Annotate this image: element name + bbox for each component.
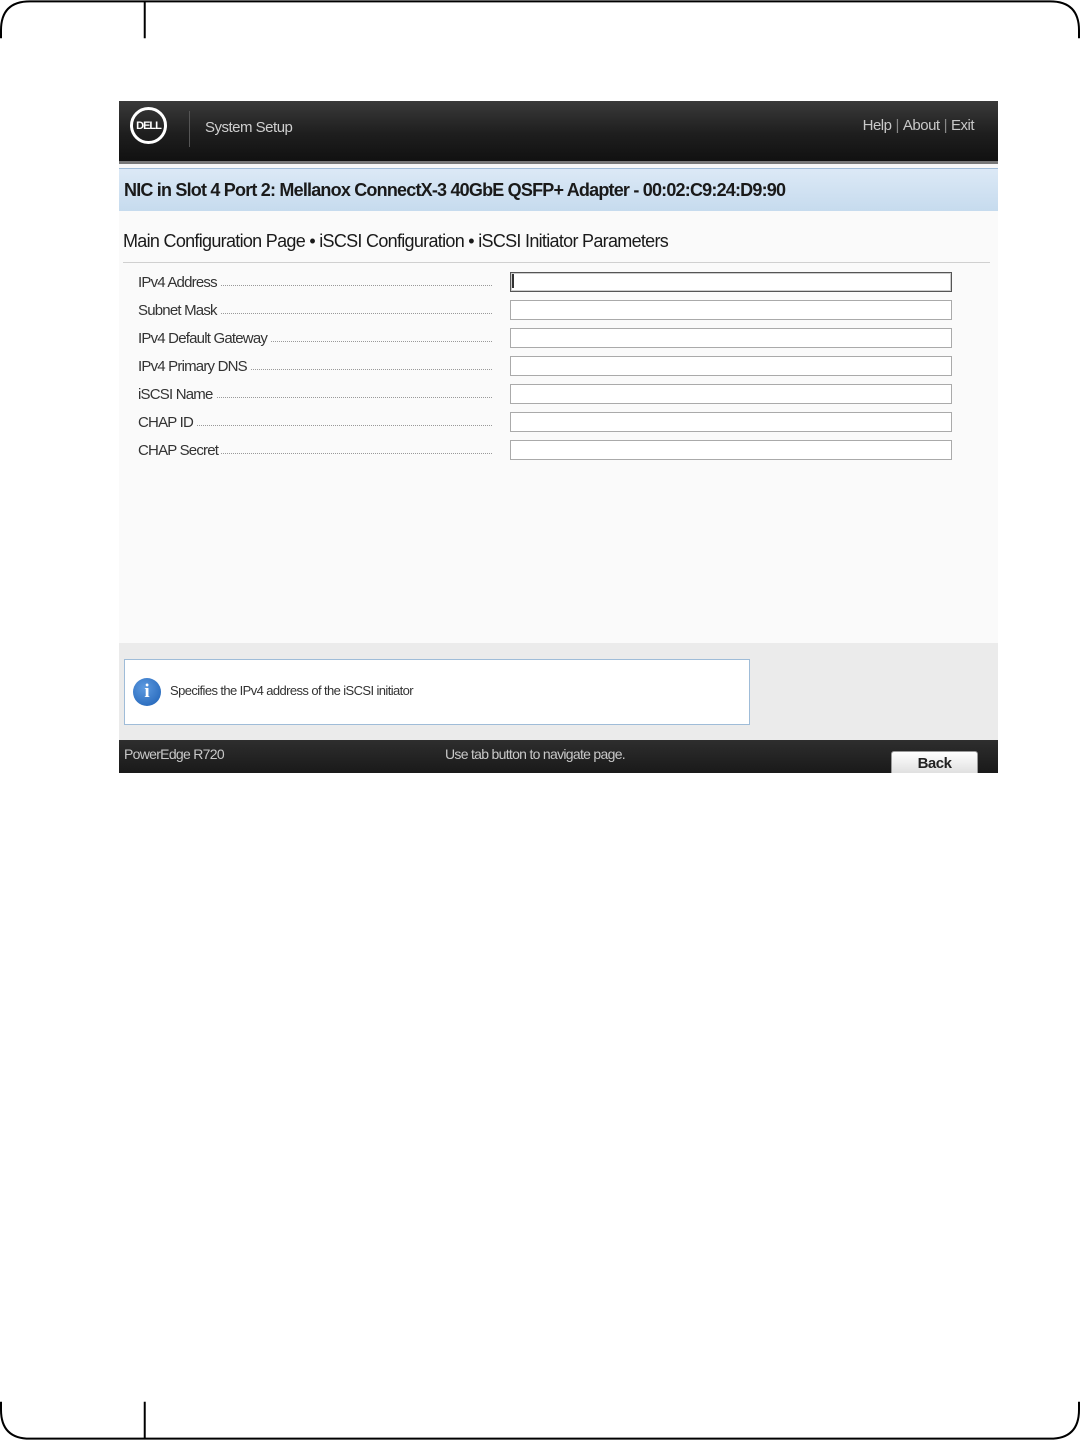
field-label: iSCSI Name — [138, 386, 216, 403]
app-title: System Setup — [205, 119, 293, 136]
chap-id-input[interactable] — [510, 412, 952, 432]
header-links — [863, 117, 974, 134]
header-divider — [189, 111, 190, 147]
iscsi-name-input[interactable] — [510, 384, 952, 404]
form-row-chap-id — [138, 412, 978, 434]
field-label: IPv4 Default Gateway — [138, 330, 270, 347]
exit-link[interactable]: Exit — [950, 117, 974, 134]
top-bar — [119, 101, 998, 164]
help-area — [119, 643, 998, 740]
logo-text: DELL — [136, 119, 161, 132]
field-label: IPv4 Primary DNS — [138, 358, 250, 375]
navigation-hint: Use tab button to navigate page. — [445, 746, 625, 762]
link-separator: | — [895, 117, 899, 134]
text-cursor — [512, 274, 514, 288]
device-title-bar — [119, 168, 998, 212]
chap-secret-input[interactable] — [510, 440, 952, 460]
link-separator: | — [943, 117, 947, 134]
breadcrumb: Main Configuration Page • iSCSI Configuration • iSCSI Initiator Parameters — [123, 231, 669, 251]
form-row-chap-secret — [138, 440, 978, 462]
about-link[interactable]: About — [902, 117, 940, 134]
field-label: IPv4 Address — [138, 274, 220, 291]
subnet-mask-input[interactable] — [510, 300, 952, 320]
default-gateway-input[interactable] — [510, 328, 952, 348]
info-icon: i — [133, 678, 161, 706]
device-title: NIC in Slot 4 Port 2: Mellanox ConnectX-3 40GbE QSFP+ Adapter - 00:02:C9:24:D9:90 — [124, 180, 786, 200]
back-button[interactable]: Back — [891, 751, 978, 773]
form-row-iscsi-name — [138, 384, 978, 406]
primary-dns-input[interactable] — [510, 356, 952, 376]
field-label: CHAP ID — [138, 414, 196, 431]
help-text: Specifies the IPv4 address of the iSCSI initiator — [170, 683, 414, 698]
system-model: PowerEdge R720 — [124, 746, 224, 762]
form-row-primary-dns — [138, 356, 978, 378]
field-label: Subnet Mask — [138, 302, 220, 319]
form-row-default-gateway — [138, 328, 978, 350]
footer-bar — [119, 740, 998, 773]
field-label: CHAP Secret — [138, 442, 221, 459]
help-box — [124, 659, 750, 725]
dell-logo-icon — [130, 107, 167, 144]
system-setup-screen — [119, 101, 998, 773]
divider — [123, 262, 990, 263]
form-row-ipv4-address — [138, 272, 978, 294]
content-area — [119, 211, 998, 643]
form-row-subnet-mask — [138, 300, 978, 322]
ipv4-address-input[interactable] — [510, 272, 952, 292]
help-link[interactable]: Help — [862, 117, 892, 134]
